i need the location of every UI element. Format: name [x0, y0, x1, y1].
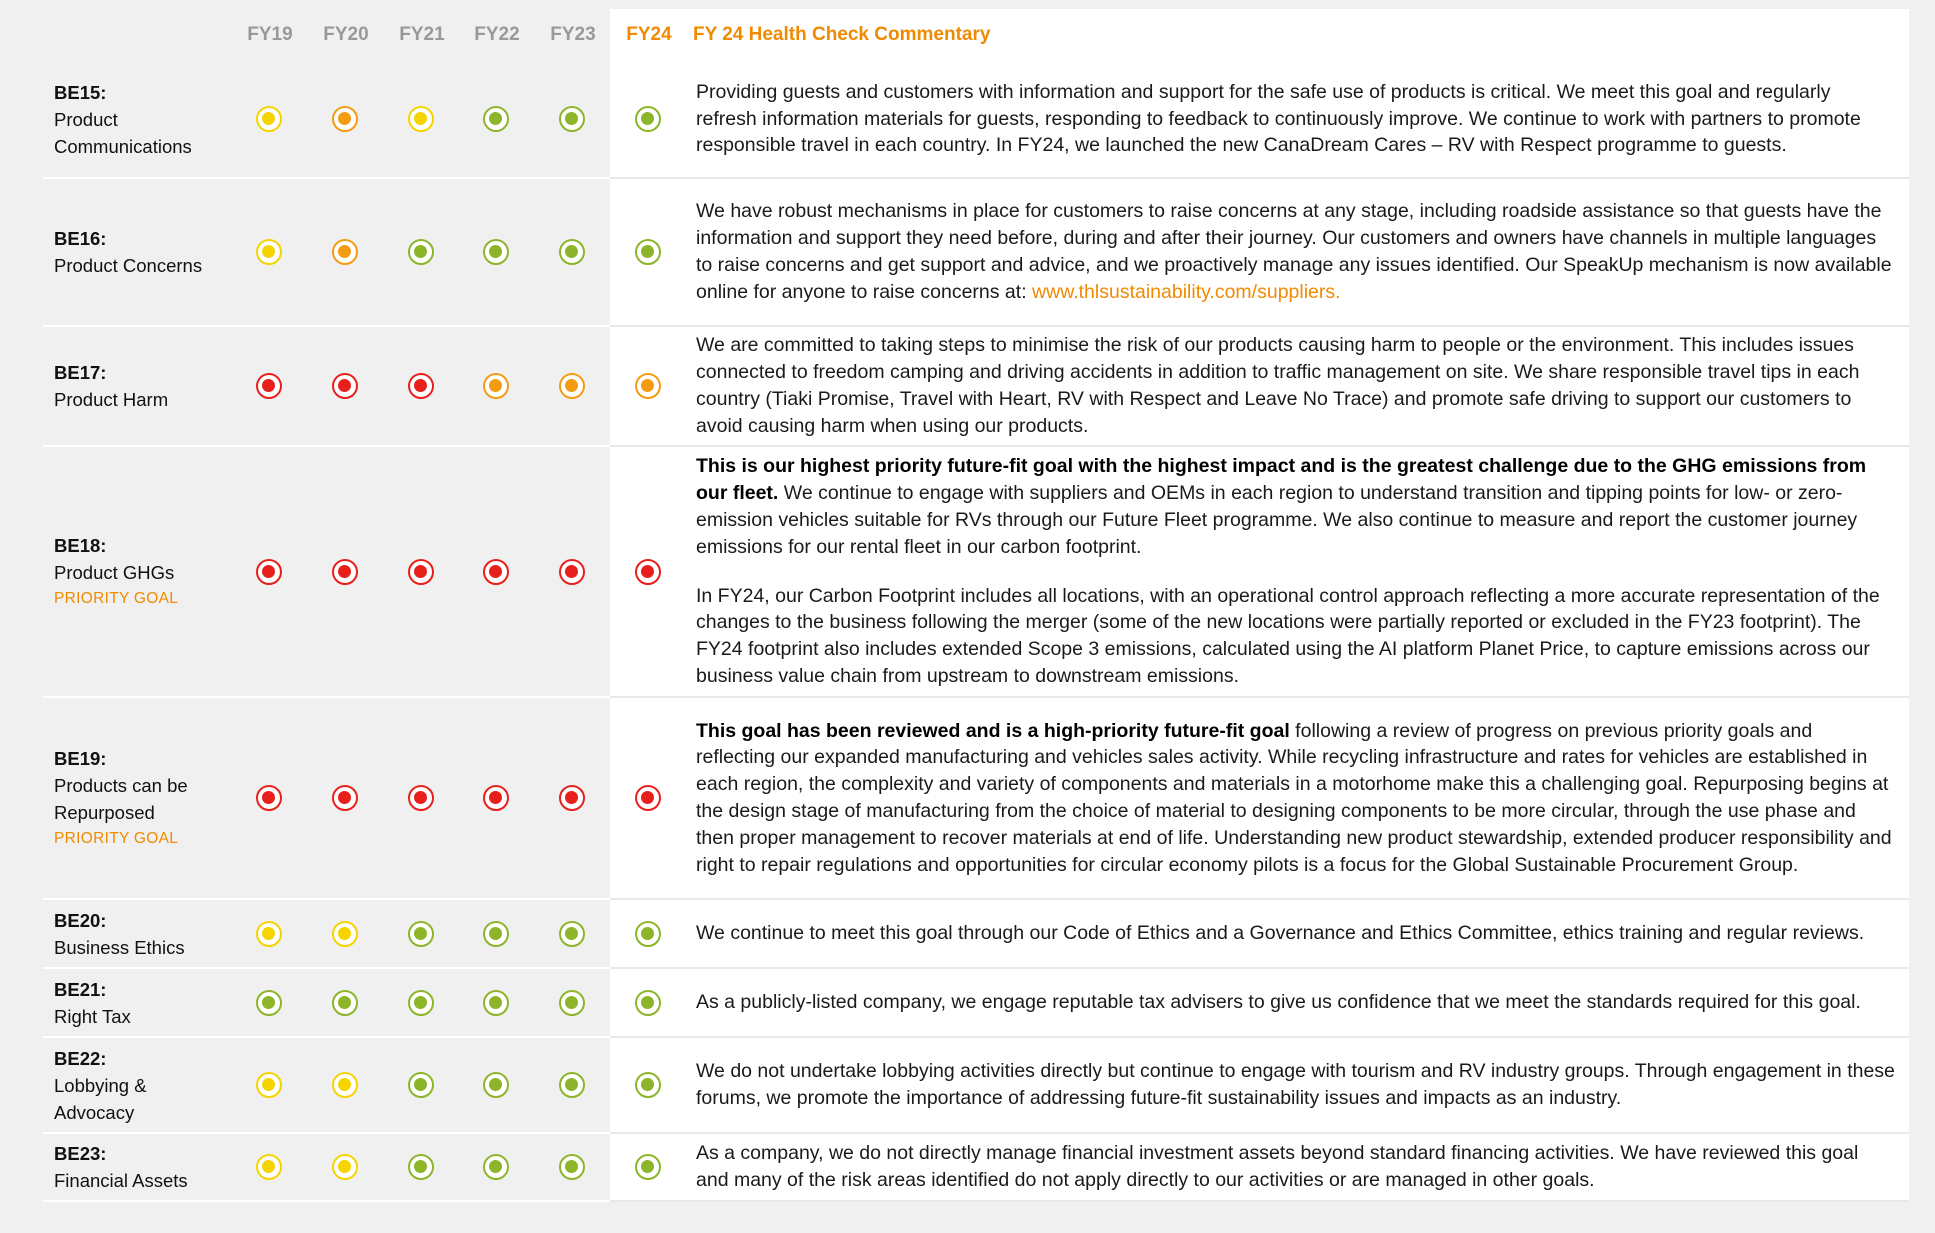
rating-dot-orange: [635, 373, 661, 399]
goal-label: [54, 327, 244, 445]
table-row: [43, 327, 1909, 447]
rating-dot-green: [635, 106, 661, 132]
goal-code: BE22:: [54, 1047, 107, 1069]
rating-dot-yellow: [332, 1072, 358, 1098]
goal-name: Product Concerns: [54, 255, 203, 276]
rating-dot-yellow: [256, 106, 282, 132]
rating-dot-green: [559, 990, 585, 1016]
goal-code: BE20:: [54, 909, 107, 931]
goal-name: Product Harm: [54, 389, 169, 410]
table-row: [43, 447, 1909, 698]
commentary-text: [696, 1134, 1896, 1200]
goal-label: [54, 61, 244, 177]
commentary-paragraph: We continue to meet this goal through our Code of Ethics and a Governance and Ethics Committee, ethics training and regular reviews.: [696, 922, 1865, 945]
rating-dot-green: [483, 1072, 509, 1098]
goal-code: BE23:: [54, 1143, 107, 1164]
priority-goal-tag: PRIORITY GOAL: [54, 829, 179, 847]
rating-dot-red: [256, 785, 282, 811]
table-row: [43, 969, 1909, 1038]
goal-name: Repurposed: [54, 801, 155, 823]
table-row: [43, 900, 1909, 969]
rating-dot-orange: [332, 239, 358, 265]
table-row: [43, 61, 1909, 179]
commentary-text: [696, 61, 1896, 177]
row-divider: [610, 1200, 1909, 1202]
commentary-paragraph: As a publicly-listed company, we engage reputable tax advisers to give us confidence that we meet the standards required for this goal.: [696, 991, 1861, 1014]
year-header-fy24: FY24: [626, 24, 672, 45]
rating-dot-red: [256, 373, 282, 399]
priority-goal-tag: PRIORITY GOAL: [54, 589, 179, 607]
goal-name: Product: [54, 108, 118, 130]
goal-name: Business Ethics: [54, 936, 185, 958]
goal-code: BE19:: [54, 747, 107, 769]
commentary-paragraph: In FY24, our Carbon Footprint includes all locations, with an operational control approach reflecting a more accurate representation of the changes to the business following the merger (some of the new locations were partially reported or excluded in the FY23 footprint). The FY24 footprint also includes extended Scope 3 emissions, calculated using the AI platform Planet Price, to capture emissions across our business value chain from upstream to downstream emissions.: [696, 584, 1880, 687]
table-row: [43, 1038, 1909, 1134]
commentary-text: [696, 698, 1896, 898]
rating-dot-orange: [332, 106, 358, 132]
rating-dot-red: [256, 559, 282, 585]
rating-dot-yellow: [332, 1154, 358, 1180]
commentary-paragraph: We are committed to taking steps to minimise the risk of our products causing harm to people or the environment. This includes issues connected to freedom camping and driving accidents in addition to traffic management on site. We share responsible travel tips in each country (Tiaki Promise, Travel with Heart, RV with Respect and Leave No Trace) and promote safe driving to support our customers to avoid causing harm when using our products.: [696, 334, 1860, 437]
commentary-text: [696, 447, 1896, 696]
goal-name: Advocacy: [54, 1101, 135, 1123]
rating-dot-red: [483, 785, 509, 811]
commentary-text: [696, 1038, 1896, 1132]
rating-dot-green: [559, 921, 585, 947]
table-row: [43, 698, 1909, 900]
goal-label: [54, 698, 244, 898]
commentary-paragraph: We have robust mechanisms in place for customers to raise concerns at any stage, including roadside assistance so that guests have the information and support they need before, during and after their journey. Our customers and owners have channels in multiple languages to raise concerns and get support and advice, and we proactively manage any issues identified. Our SpeakUp mechanism is now available online for anyone to raise concerns at: www.thlsustainability.com/suppliers.: [696, 200, 1892, 303]
goal-code: BE21:: [54, 978, 107, 1000]
commentary-text: [696, 969, 1896, 1036]
commentary-paragraph: This is our highest priority future-fit goal with the highest impact and is the greatest challenge due to the GHG emissions from our fleet. We continue to engage with suppliers and OEMs in each region to understand transition and tipping points for low- or zero-emission vehicles suitable for RVs through our Future Fleet programme. We also continue to measure and report the customer journey emissions for our rental fleet in our carbon footprint.: [696, 455, 1867, 558]
rating-dot-red: [559, 559, 585, 585]
goal-label: [54, 900, 244, 967]
rating-dot-red: [408, 785, 434, 811]
goal-name: Lobbying &: [54, 1074, 147, 1096]
rating-dot-green: [483, 921, 509, 947]
rating-dot-red: [332, 559, 358, 585]
rating-dot-red: [332, 785, 358, 811]
commentary-paragraph: As a company, we do not directly manage financial investment assets beyond standard financing activities. We have reviewed this goal and many of the risk areas identified do not apply directly to our activities or are managed in other goals.: [696, 1142, 1859, 1191]
commentary-paragraph: Providing guests and customers with information and support for the safe use of products is critical. We meet this goal and regularly refresh information materials for guests, responding to feedback to continuously improve. We continue to work with partners to promote responsible travel in each country. In FY24, we launched the new CanaDream Cares – RV with Respect programme to guests.: [696, 80, 1861, 157]
rating-dot-yellow: [408, 106, 434, 132]
goal-name: Communications: [54, 135, 192, 157]
year-header-fy22: FY22: [474, 24, 520, 45]
year-header-fy20: FY20: [323, 24, 369, 45]
rating-dot-green: [559, 1072, 585, 1098]
rating-dot-green: [635, 1072, 661, 1098]
commentary-text: [696, 327, 1896, 445]
rating-dot-green: [559, 1154, 585, 1180]
rating-dot-green: [635, 239, 661, 265]
table-row: [43, 179, 1909, 327]
goal-code: BE15:: [54, 81, 107, 103]
rating-dot-red: [483, 559, 509, 585]
commentary-paragraph: We do not undertake lobbying activities directly but continue to engage with tourism and RV industry groups. Through engagement in these forums, we promote the importance of addressing future-fit sustainability issues and impacts as an industry.: [696, 1060, 1895, 1109]
commentary-emphasis: This goal has been reviewed and is a high-priority future-fit goal: [696, 719, 1290, 742]
commentary-text: [696, 179, 1896, 325]
year-header-fy21: FY21: [399, 24, 445, 45]
rating-dot-green: [408, 239, 434, 265]
goal-label: [54, 1038, 244, 1132]
goal-name: Right Tax: [54, 1005, 131, 1027]
rating-dot-orange: [483, 373, 509, 399]
rating-dot-green: [332, 990, 358, 1016]
rating-dot-green: [483, 239, 509, 265]
commentary-emphasis: This is our highest priority future-fit goal with the highest impact and is the greatest challenge due to the GHG emissions from our fleet.: [696, 455, 1867, 505]
rating-dot-red: [635, 559, 661, 585]
goal-label: [54, 969, 244, 1036]
year-header-fy19: FY19: [247, 24, 293, 45]
rating-dot-green: [408, 1072, 434, 1098]
goal-label: [54, 1134, 244, 1200]
goal-label: [54, 179, 244, 325]
rating-dot-yellow: [256, 1154, 282, 1180]
rating-dot-red: [332, 373, 358, 399]
rating-dot-green: [256, 990, 282, 1016]
goal-name: Financial Assets: [54, 1170, 188, 1191]
rating-dot-green: [408, 921, 434, 947]
rating-dot-red: [635, 785, 661, 811]
rating-dot-red: [408, 373, 434, 399]
commentary-paragraph: This goal has been reviewed and is a high-priority future-fit goal following a review of progress on previous priority goals and reflecting our expanded manufacturing and vehicles sales activity. While recycling infrastructure and rates for vehicles are established in each region, the complexity and variety of components and materials in a motorhome make this a challenging goal. Repurposing begins at the design stage of manufacturing from the choice of material to designing components to be more circular, through the use phase and then proper management to recover materials at end of life. Understanding new product stewardship, extended producer responsibility and right to repair regulations and opportunities for circular economy pilots is a focus for the Global Sustainable Procurement Group.: [696, 719, 1892, 876]
rating-dot-yellow: [256, 239, 282, 265]
rating-dot-green: [635, 921, 661, 947]
rating-dot-green: [483, 1154, 509, 1180]
sustainability-link[interactable]: www.thlsustainability.com/suppliers.: [1032, 280, 1341, 303]
year-header-fy23: FY23: [550, 24, 596, 45]
rating-dot-green: [559, 239, 585, 265]
goal-code: BE17:: [54, 362, 107, 383]
rating-dot-green: [483, 990, 509, 1016]
rating-dot-orange: [559, 373, 585, 399]
health-check-table: [43, 9, 1909, 1202]
rating-dot-green: [408, 1154, 434, 1180]
rating-dot-red: [559, 785, 585, 811]
rating-dot-yellow: [256, 1072, 282, 1098]
goal-code: BE16:: [54, 228, 107, 249]
table-row: [43, 1134, 1909, 1202]
rating-dot-green: [559, 106, 585, 132]
rating-dot-green: [408, 990, 434, 1016]
commentary-header: FY 24 Health Check Commentary: [693, 24, 991, 45]
goal-name: Product GHGs: [54, 561, 175, 583]
goal-label: [54, 447, 244, 696]
table-header: [43, 9, 1909, 61]
goal-code: BE18:: [54, 534, 107, 556]
rating-dot-green: [635, 990, 661, 1016]
rating-dot-green: [483, 106, 509, 132]
goal-name: Products can be: [54, 774, 188, 796]
rating-dot-red: [408, 559, 434, 585]
rating-dot-yellow: [256, 921, 282, 947]
rating-dot-yellow: [332, 921, 358, 947]
rating-dot-green: [635, 1154, 661, 1180]
commentary-text: [696, 900, 1896, 967]
